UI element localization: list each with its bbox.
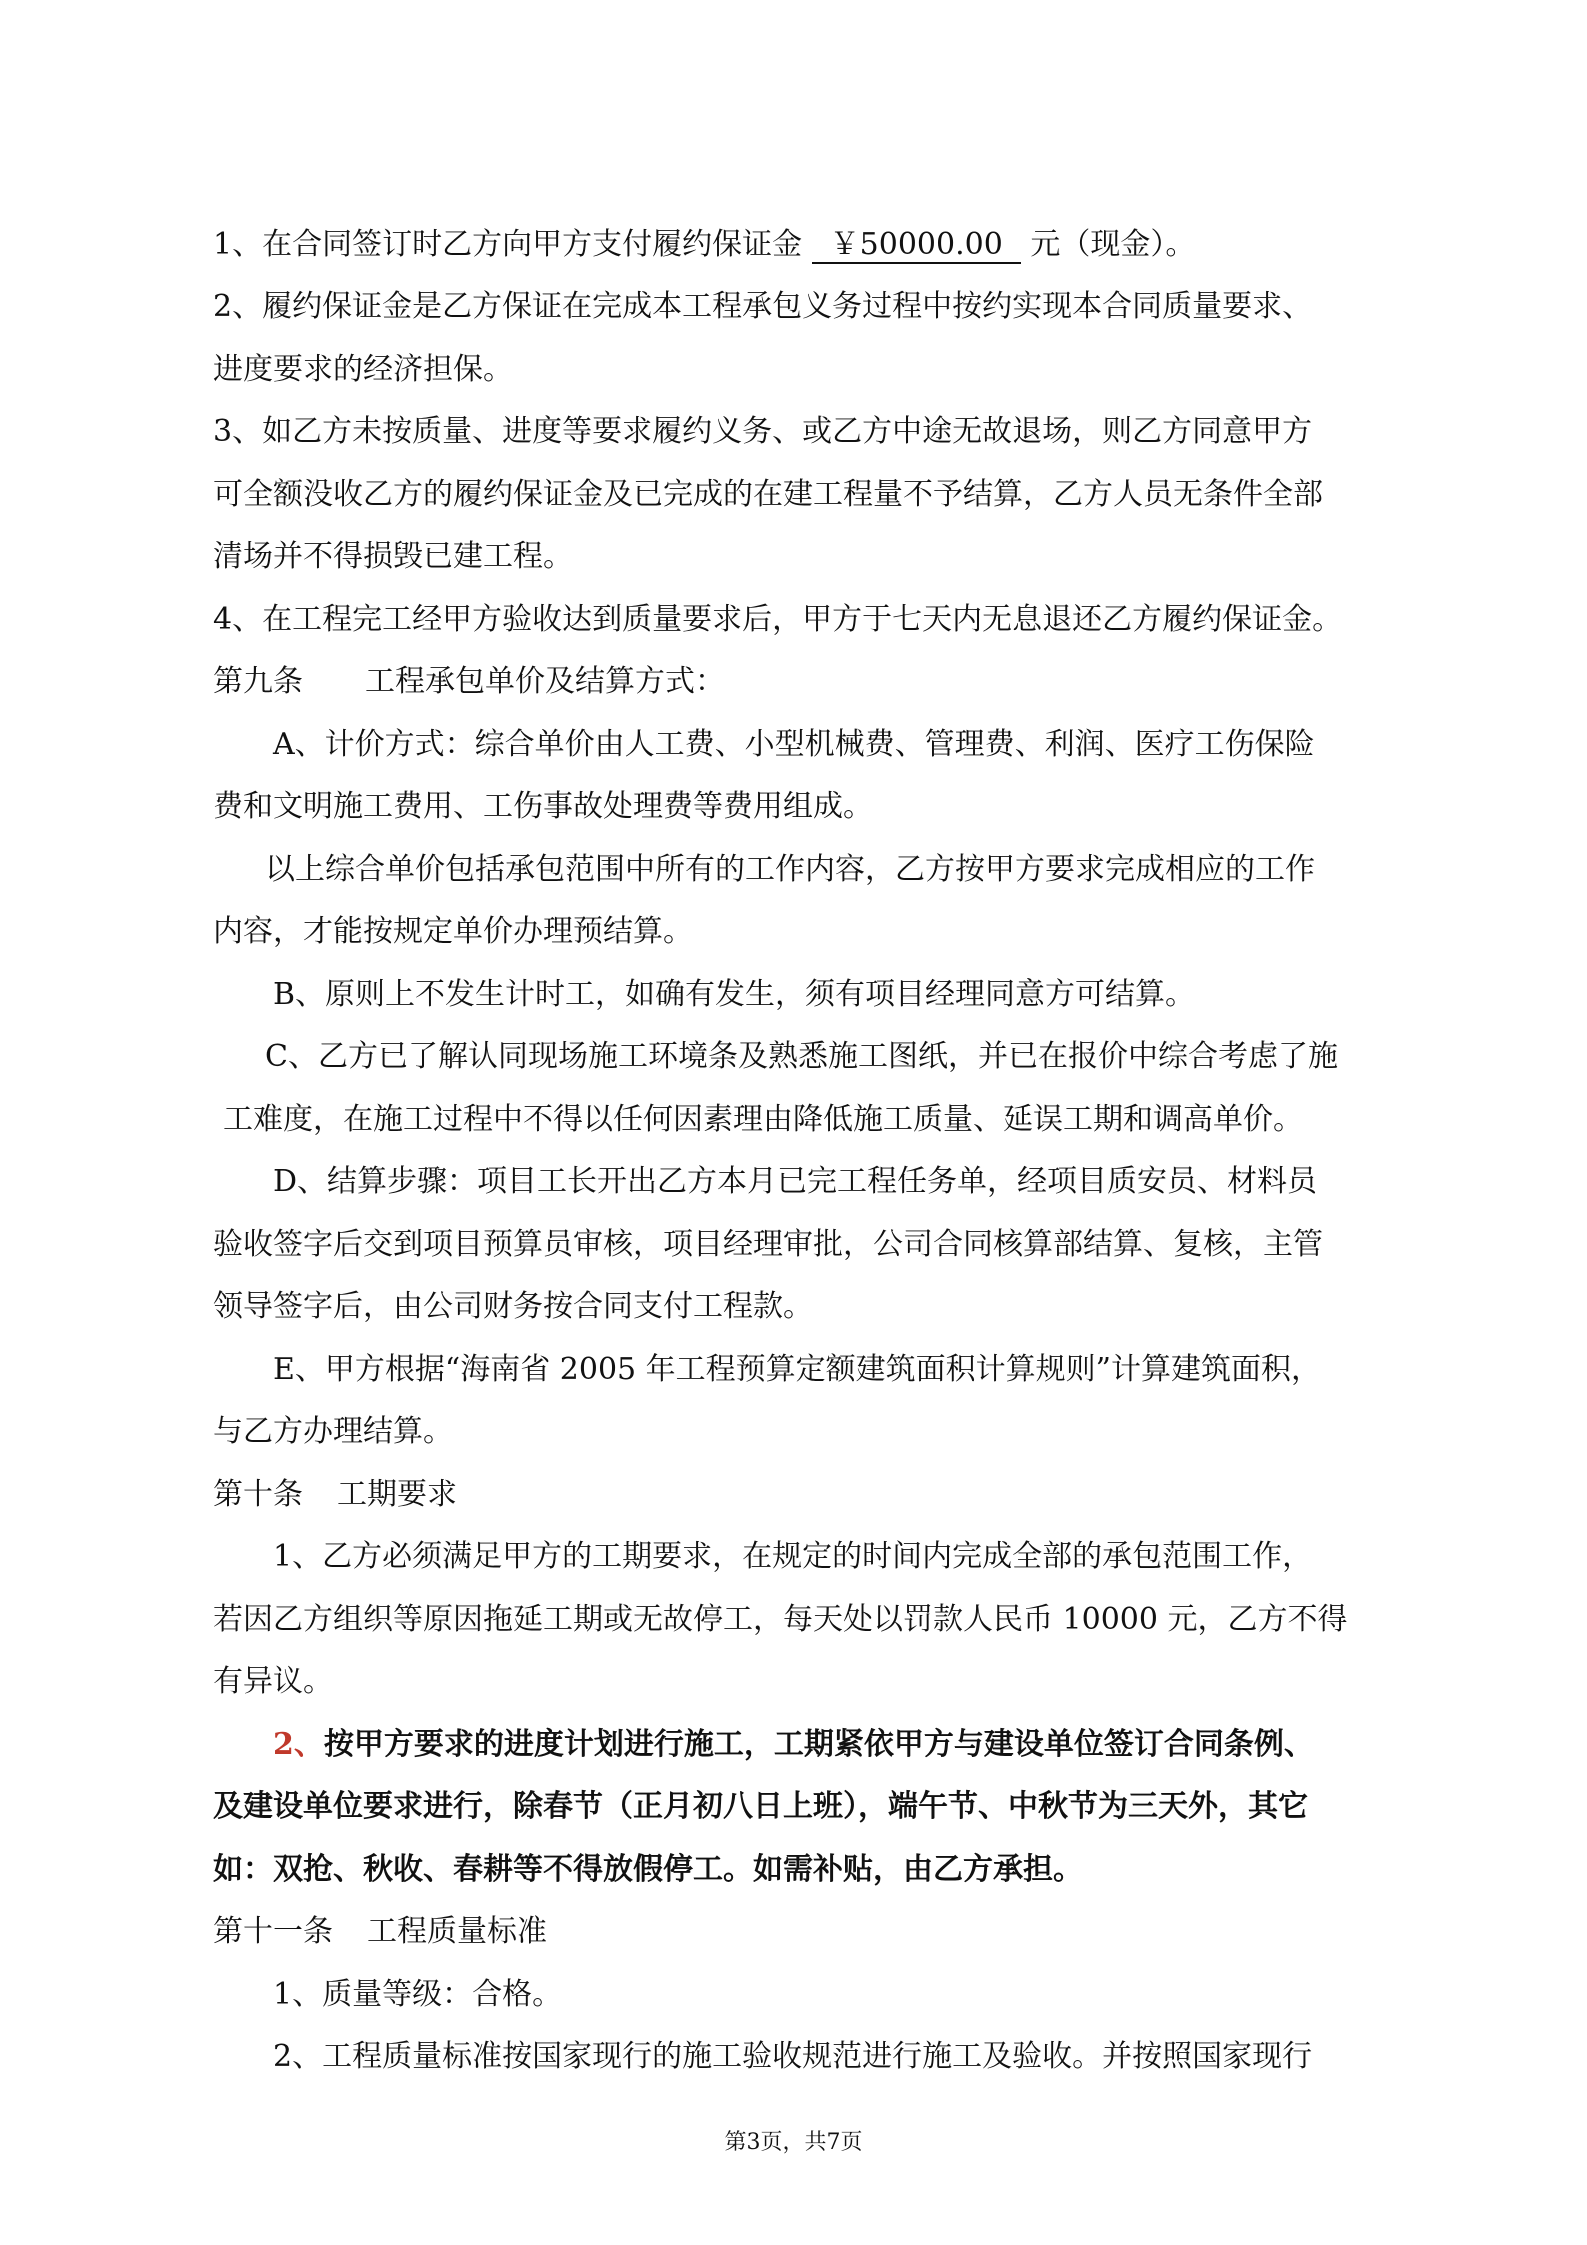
clause9-c-line2: 工难度，在施工过程中不得以任何因素理由降低施工质量、延误工期和调高单价。	[223, 1102, 1303, 1137]
clause9-heading-title: 工程承包单价及结算方式：	[365, 664, 725, 699]
clause9-c-line1: C、乙方已了解认同现场施工环境条及熟悉施工图纸，并已在报价中综合考虑了施	[265, 1039, 1338, 1074]
clause9-e-line2: 与乙方办理结算。	[213, 1414, 453, 1449]
clause10-item2-text: 按甲方要求的进度计划进行施工，工期紧依甲方与建设单位签订合同条例、	[323, 1727, 1314, 1762]
clause10-item2-line3: 如：双抢、秋收、春耕等不得放假停工。如需补贴，由乙方承担。	[213, 1852, 1083, 1887]
clause9-d-line3: 领导签字后，由公司财务按合同支付工程款。	[213, 1289, 813, 1324]
clause8-item3-line2: 可全额没收乙方的履约保证金及已完成的在建工程量不予结算，乙方人员无条件全部	[213, 477, 1323, 512]
clause9-e-line1: E、甲方根据“海南省 2005 年工程预算定额建筑面积计算规则”计算建筑面积，	[273, 1352, 1321, 1387]
page-number-footer: 第3页，共7页	[724, 2130, 863, 2155]
clause8-item4: 4、在工程完工经甲方验收达到质量要求后，甲方于七天内无息退还乙方履约保证金。	[213, 602, 1343, 637]
clause10-item1-line1: 1、乙方必须满足甲方的工期要求，在规定的时间内完成全部的承包范围工作，	[273, 1539, 1313, 1574]
clause9-d-line1: D、结算步骤：项目工长开出乙方本月已完工程任务单，经项目质安员、材料员	[273, 1164, 1318, 1199]
clause8-item1-suffix: 元（现金）。	[1030, 227, 1196, 262]
clause9-heading-number: 第九条	[213, 664, 303, 699]
clause9-d-line2: 验收签字后交到项目预算员审核，项目经理审批，公司合同核算部结算、复核，主管	[213, 1227, 1323, 1262]
clause10-item2-line2: 及建设单位要求进行，除春节（正月初八日上班），端午节、中秋节为三天外，其它	[213, 1789, 1308, 1824]
clause9-paragraph-line2: 内容，才能按规定单价办理预结算。	[213, 914, 693, 949]
clause8-item2-line2: 进度要求的经济担保。	[213, 352, 513, 387]
clause9-a-line2: 费和文明施工费用、工伤事故处理费等费用组成。	[213, 789, 873, 824]
clause10-item1-line2: 若因乙方组织等原因拖延工期或无故停工，每天处以罚款人民币 10000 元，乙方不得	[213, 1602, 1348, 1637]
clause8-item1	[213, 225, 1195, 265]
clause8-item1-prefix: 1、在合同签订时乙方向甲方支付履约保证金	[213, 227, 803, 262]
clause10-heading-title: 工期要求	[337, 1477, 457, 1512]
clause9-heading	[213, 662, 725, 702]
clause10-heading-number: 第十条	[213, 1477, 303, 1512]
clause10-item2-line1	[273, 1725, 1314, 1765]
clause9-b: B、原则上不发生计时工，如确有发生，须有项目经理同意方可结算。	[273, 977, 1196, 1012]
clause8-item2-line1: 2、履约保证金是乙方保证在完成本工程承包义务过程中按约实现本合同质量要求、	[213, 289, 1313, 324]
clause8-item3-line1: 3、如乙方未按质量、进度等要求履约义务、或乙方中途无故退场，则乙方同意甲方	[213, 414, 1313, 449]
clause10-item2-number: 2、	[273, 1727, 324, 1762]
clause9-paragraph-line1: 以上综合单价包括承包范围中所有的工作内容，乙方按甲方要求完成相应的工作	[265, 852, 1315, 887]
deposit-amount: ￥50000.00	[812, 228, 1021, 264]
clause10-item1-line3: 有异议。	[213, 1664, 333, 1699]
clause11-heading-title: 工程质量标准	[367, 1914, 547, 1949]
clause11-heading-number: 第十一条	[213, 1914, 333, 1949]
clause8-item3-line3: 清场并不得损毁已建工程。	[213, 539, 573, 574]
clause11-item1: 1、质量等级：合格。	[273, 1977, 563, 2012]
clause10-heading	[213, 1475, 457, 1515]
clause9-a-line1: A、计价方式：综合单价由人工费、小型机械费、管理费、利润、医疗工伤保险	[273, 727, 1315, 762]
clause11-item2-line1: 2、工程质量标准按国家现行的施工验收规范进行施工及验收。并按照国家现行	[273, 2039, 1313, 2074]
clause11-heading	[213, 1912, 547, 1952]
